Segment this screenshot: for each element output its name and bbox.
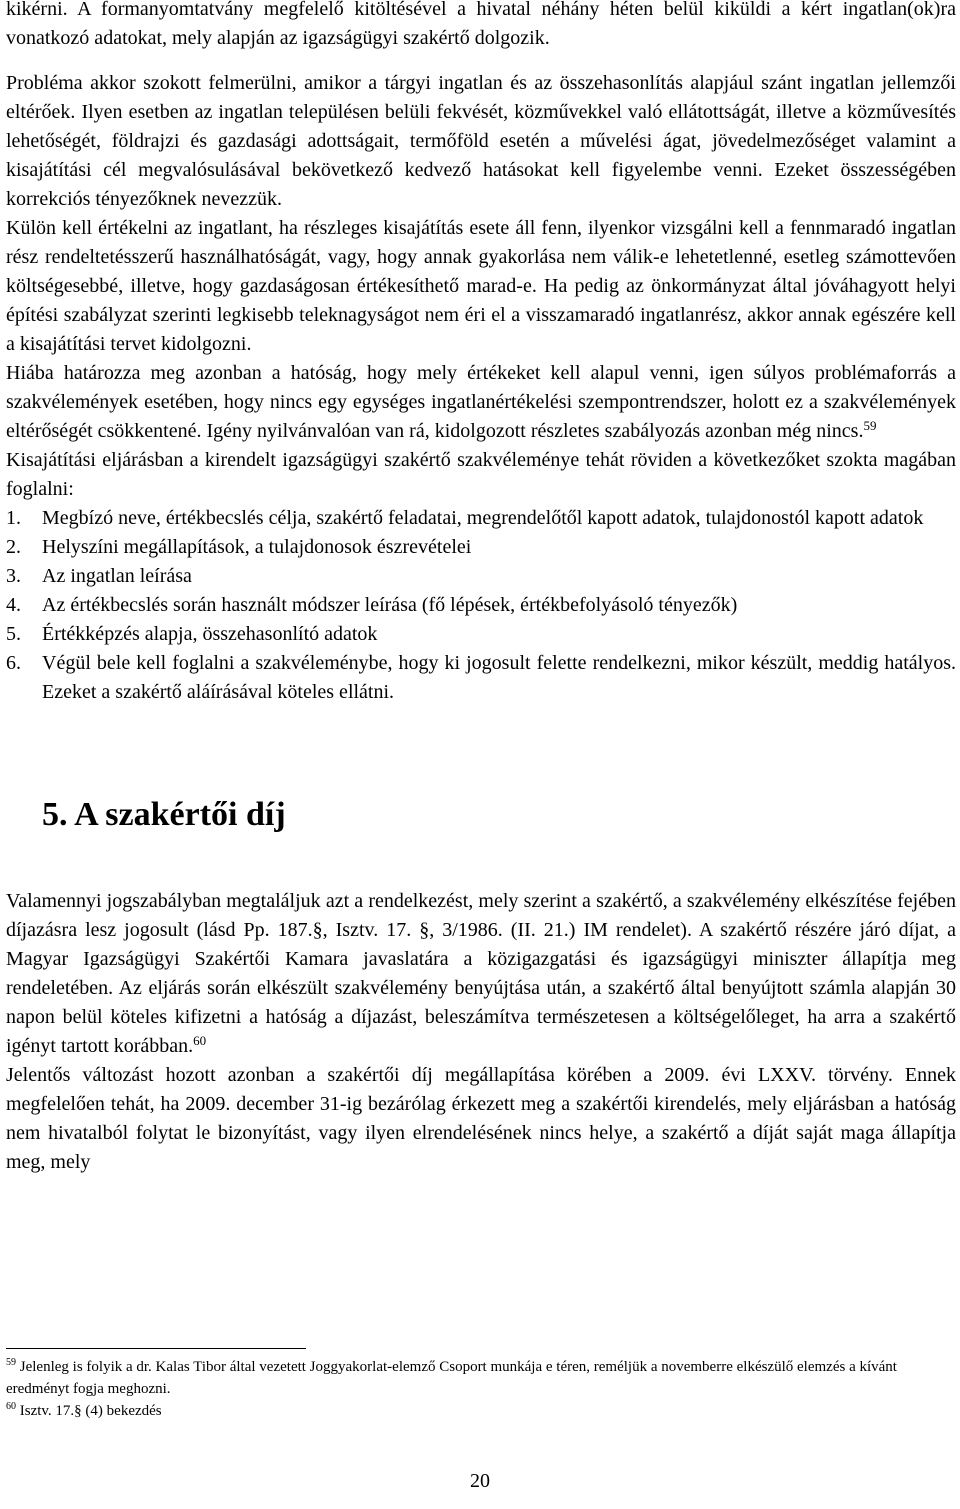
list-item: [6, 649, 956, 707]
paragraph-partial-expropriation: Külön kell értékelni az ingatlant, ha részleges kisajátítás esete áll fenn, ilyenkor vizsgálni kell a fennmaradó ingatlan rész rendeltetésszerű használhatóságát, vagy, hogy annak gyakorlása nem válik-e lehetetlenné, esetleg számottevően költségesebbé, illetve, hogy gazdaságosan értékesíthető marad-e. Ha pedig az önkormányzat által jóváhagyott helyi építési szabályzat szerinti legkisebb teleknagyságot nem éri el a visszamaradó ingatlanrész, akkor annak egészére kell a kisajátítási tervet kidolgozni.: [6, 217, 956, 355]
footnote-ref[interactable]: 60: [193, 1033, 207, 1048]
list-number: 1.: [6, 507, 21, 529]
paragraph-text: Valamennyi jogszabályban megtaláljuk azt a rendelkezést, mely szerint a szakértő, a szakvélemény elkészítése fejében díjazásra lesz jogosult (lásd Pp. 187.§, Isztv. 17. §, 3/1986. (II. 21.) IM rendelet). A szakértő részére járó díjat, a Magyar Igazságügyi Szakértői Kamara javaslatára a közigazgatási és igazságügyi miniszter állapítja meg rendeletében. Az eljárás során elkészült szakvélemény benyújtása után, a szakértő által benyújtott számla alapján 30 napon belül köteles kifizetni a hatóság a díjazást, beleszámítva természetesen a költségelőleget, ha arra a szakértő igényt tartott korábban.: [6, 890, 956, 1057]
paragraph-expert-opinion-contents: Kisajátítási eljárásban a kirendelt igazságügyi szakértő szakvéleménye tehát röviden a következőket szokta magában foglalni:: [6, 449, 956, 500]
footnote-60: [6, 1400, 916, 1422]
list-text: Az ingatlan leírása: [42, 565, 192, 587]
list-item: [6, 533, 956, 562]
list-text: Értékképzés alapja, összehasonlító adatok: [42, 623, 378, 645]
footnote-number: 59: [6, 1357, 16, 1368]
list-item: [6, 620, 956, 649]
list-number: 3.: [6, 565, 21, 587]
paragraph-intro: kikérni. A formanyomtatvány megfelelő kitöltésével a hivatal néhány héten belül kiküldi a kért ingatlan(ok)ra vonatkozó adatokat, mely alapján az igazságügyi szakértő dolgozik.: [6, 0, 956, 49]
list-text: Az értékbecslés során használt módszer leírása (fő lépések, értékbefolyásoló tényezők): [42, 594, 738, 616]
document-page: [6, 0, 956, 1177]
footnote-text: Isztv. 17.§ (4) bekezdés: [19, 1403, 162, 1419]
list-number: 6.: [6, 652, 21, 674]
paragraph-law-change: Jelentős változást hozott azonban a szakértői díj megállapítása körében a 2009. évi LXXV. törvény. Ennek megfelelően tehát, ha 2009. december 31-ig bezárólag érkezett meg a szakértői kirendelés, mely eljárásban a hatóság nem hivatalból folytat le bizonyítást, vagy ilyen elrendelésének nincs helye, a szakértő a díját saját maga állapítja meg, mely: [6, 1064, 956, 1173]
list-number: 2.: [6, 536, 21, 558]
list-text: Helyszíni megállapítások, a tulajdonosok észrevételei: [42, 536, 472, 558]
footnote-number: 60: [6, 1401, 16, 1412]
footnote-separator: [6, 1348, 306, 1349]
section-heading: 5. A szakértői díj: [42, 796, 286, 833]
page-number: 20: [470, 1470, 490, 1492]
footnote-text: Jelenleg is folyik a dr. Kalas Tibor által vezetett Joggyakorlat-elemző Csoport munkája e téren, reméljük a novemberre elkészülő elemzés a kívánt eredményt fogja meghozni.: [6, 1359, 897, 1397]
list-number: 5.: [6, 623, 21, 645]
footnotes: [6, 1356, 916, 1422]
list-item: [6, 591, 956, 620]
paragraph-comparison-problem: Probléma akkor szokott felmerülni, amikor a tárgyi ingatlan és az összehasonlítás alapjául szánt ingatlan jellemzői eltérőek. Ilyen esetben az ingatlan településen belüli fekvését, közművekkel való ellátottságát, illetve a közművesítés lehetőségét, földrajzi és gazdasági adottságait, termőföld esetén a művelési ágat, jövedelmezőséget valamint a kisajátítási cél megvalósulásával bekövetkező kedvező hatásokat kell figyelembe venni. Ezeket összességében korrekciós tényezőknek nevezzük.: [6, 72, 956, 210]
contents-list: [6, 504, 956, 707]
list-text: Végül bele kell foglalni a szakvéleménybe, hogy ki jogosult felette rendelkezni, mikor készült, meddig hatályos. Ezeket a szakértő aláírásával köteles ellátni.: [42, 652, 956, 703]
list-item: [6, 562, 956, 591]
list-item: [6, 504, 956, 533]
list-number: 4.: [6, 594, 21, 616]
footnote-ref[interactable]: 59: [863, 418, 877, 433]
paragraph-expert-fee: [6, 887, 956, 1061]
paragraph-text: Hiába határozza meg azonban a hatóság, hogy mely értékeket kell alapul venni, igen súlyos problémaforrás a szakvélemények esetében, hogy nincs egy egységes ingatlanértékelési szempontrendszer, holott ez a szakvélemények eltérőségét csökkentené. Igény nyilvánvalóan van rá, kidolgozott részletes szabályozás azonban még nincs.: [6, 362, 956, 442]
footnote-59: [6, 1356, 916, 1400]
paragraph-authority-values: [6, 359, 956, 446]
list-text: Megbízó neve, értékbecslés célja, szakértő feladatai, megrendelőtől kapott adatok, tulajdonostól kapott adatok: [42, 507, 924, 529]
